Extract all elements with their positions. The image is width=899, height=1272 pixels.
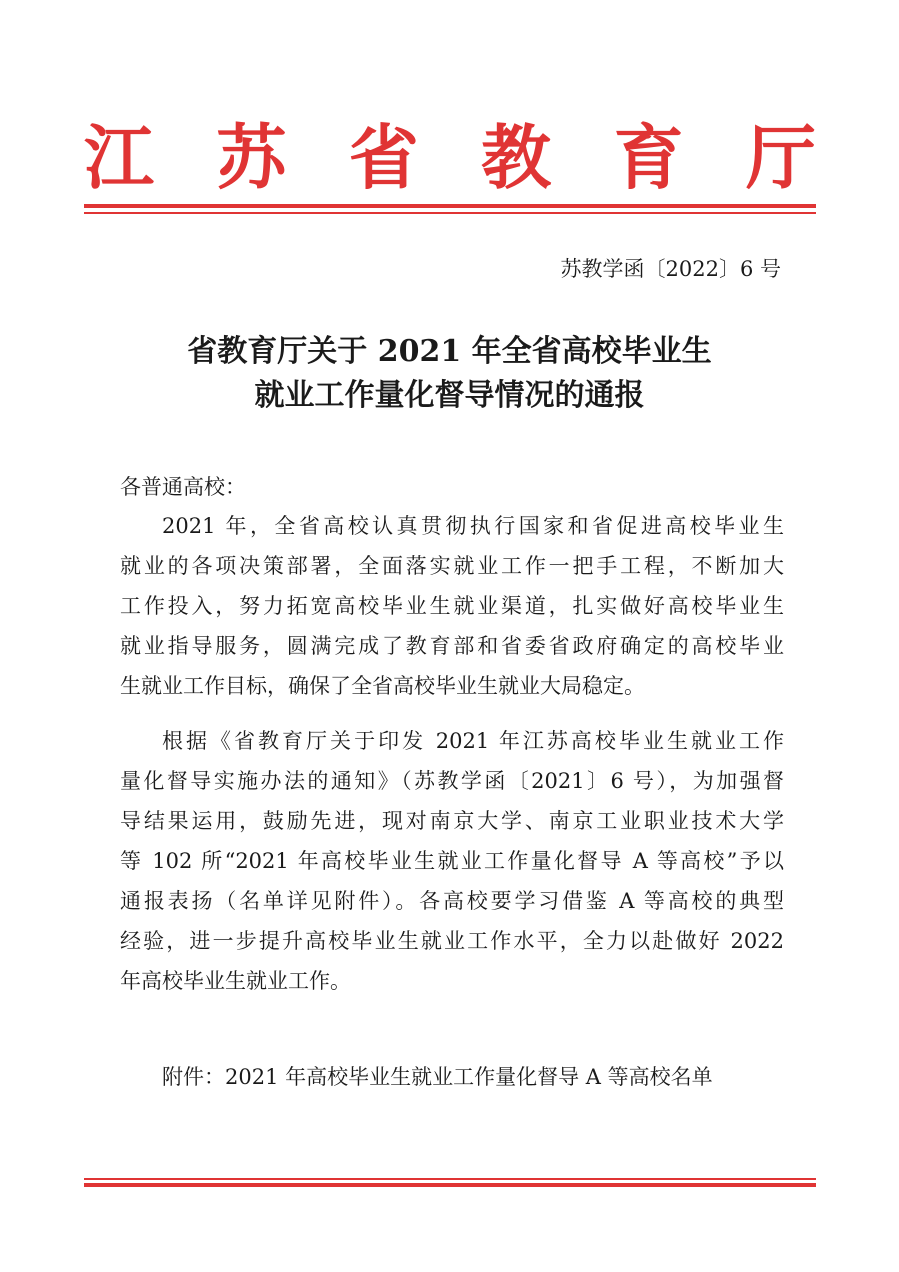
- body-paragraph-2: [120, 721, 784, 1001]
- header-divider-thin: [84, 212, 816, 214]
- paragraph-line: 就业的各项决策部署，全面落实就业工作一把手工程，不断加大: [120, 554, 784, 578]
- paragraph-line: 导结果运用，鼓励先进，现对南京大学、南京工业职业技术大学: [120, 809, 784, 833]
- paragraph-line: 生就业工作目标，确保了全省高校毕业生就业大局稳定。: [120, 674, 645, 698]
- paragraph-line: 就业指导服务，圆满完成了教育部和省委省政府确定的高校毕业: [120, 634, 784, 658]
- organization-masthead: [84, 118, 816, 198]
- paragraph-line: 2021 年，全省高校认真贯彻执行国家和省促进高校毕业生: [162, 514, 784, 538]
- document-number: 苏教学函〔2022〕6 号: [560, 257, 781, 281]
- masthead-char: 省: [348, 116, 419, 199]
- footer-divider-thick: [84, 1183, 816, 1187]
- title-line: 就业工作量化督导情况的通报: [254, 378, 645, 413]
- salutation: 各普通高校：: [120, 475, 246, 499]
- body-paragraph-1: [120, 506, 784, 706]
- masthead-char: 苏: [216, 116, 287, 199]
- paragraph-line: 根据《省教育厅关于印发 2021 年江苏高校毕业生就业工作: [162, 729, 784, 753]
- paragraph-line: 年高校毕业生就业工作。: [120, 969, 351, 993]
- masthead-char: 厅: [745, 116, 816, 199]
- masthead-char: 教: [481, 116, 552, 199]
- footer-divider-thin: [84, 1178, 816, 1180]
- title-line: 省教育厅关于 2021 年全省高校毕业生: [187, 334, 712, 369]
- document-title: [0, 330, 899, 418]
- masthead-char: 江: [84, 116, 154, 199]
- paragraph-line: 经验，进一步提升高校毕业生就业工作水平，全力以赴做好 2022: [120, 929, 784, 953]
- paragraph-line: 等 102 所“2021 年高校毕业生就业工作量化督导 A 等高校”予以: [120, 849, 784, 873]
- paragraph-line: 量化督导实施办法的通知》（苏教学函〔2021〕6 号），为加强督: [120, 769, 784, 793]
- masthead-char: 育: [613, 116, 684, 199]
- paragraph-line: 通报表扬（名单详见附件）。各高校要学习借鉴 A 等高校的典型: [120, 889, 784, 913]
- attachment-note: 附件：2021 年高校毕业生就业工作量化督导 A 等高校名单: [162, 1065, 713, 1089]
- header-divider-thick: [84, 204, 816, 208]
- paragraph-line: 工作投入，努力拓宽高校毕业生就业渠道，扎实做好高校毕业生: [120, 594, 784, 618]
